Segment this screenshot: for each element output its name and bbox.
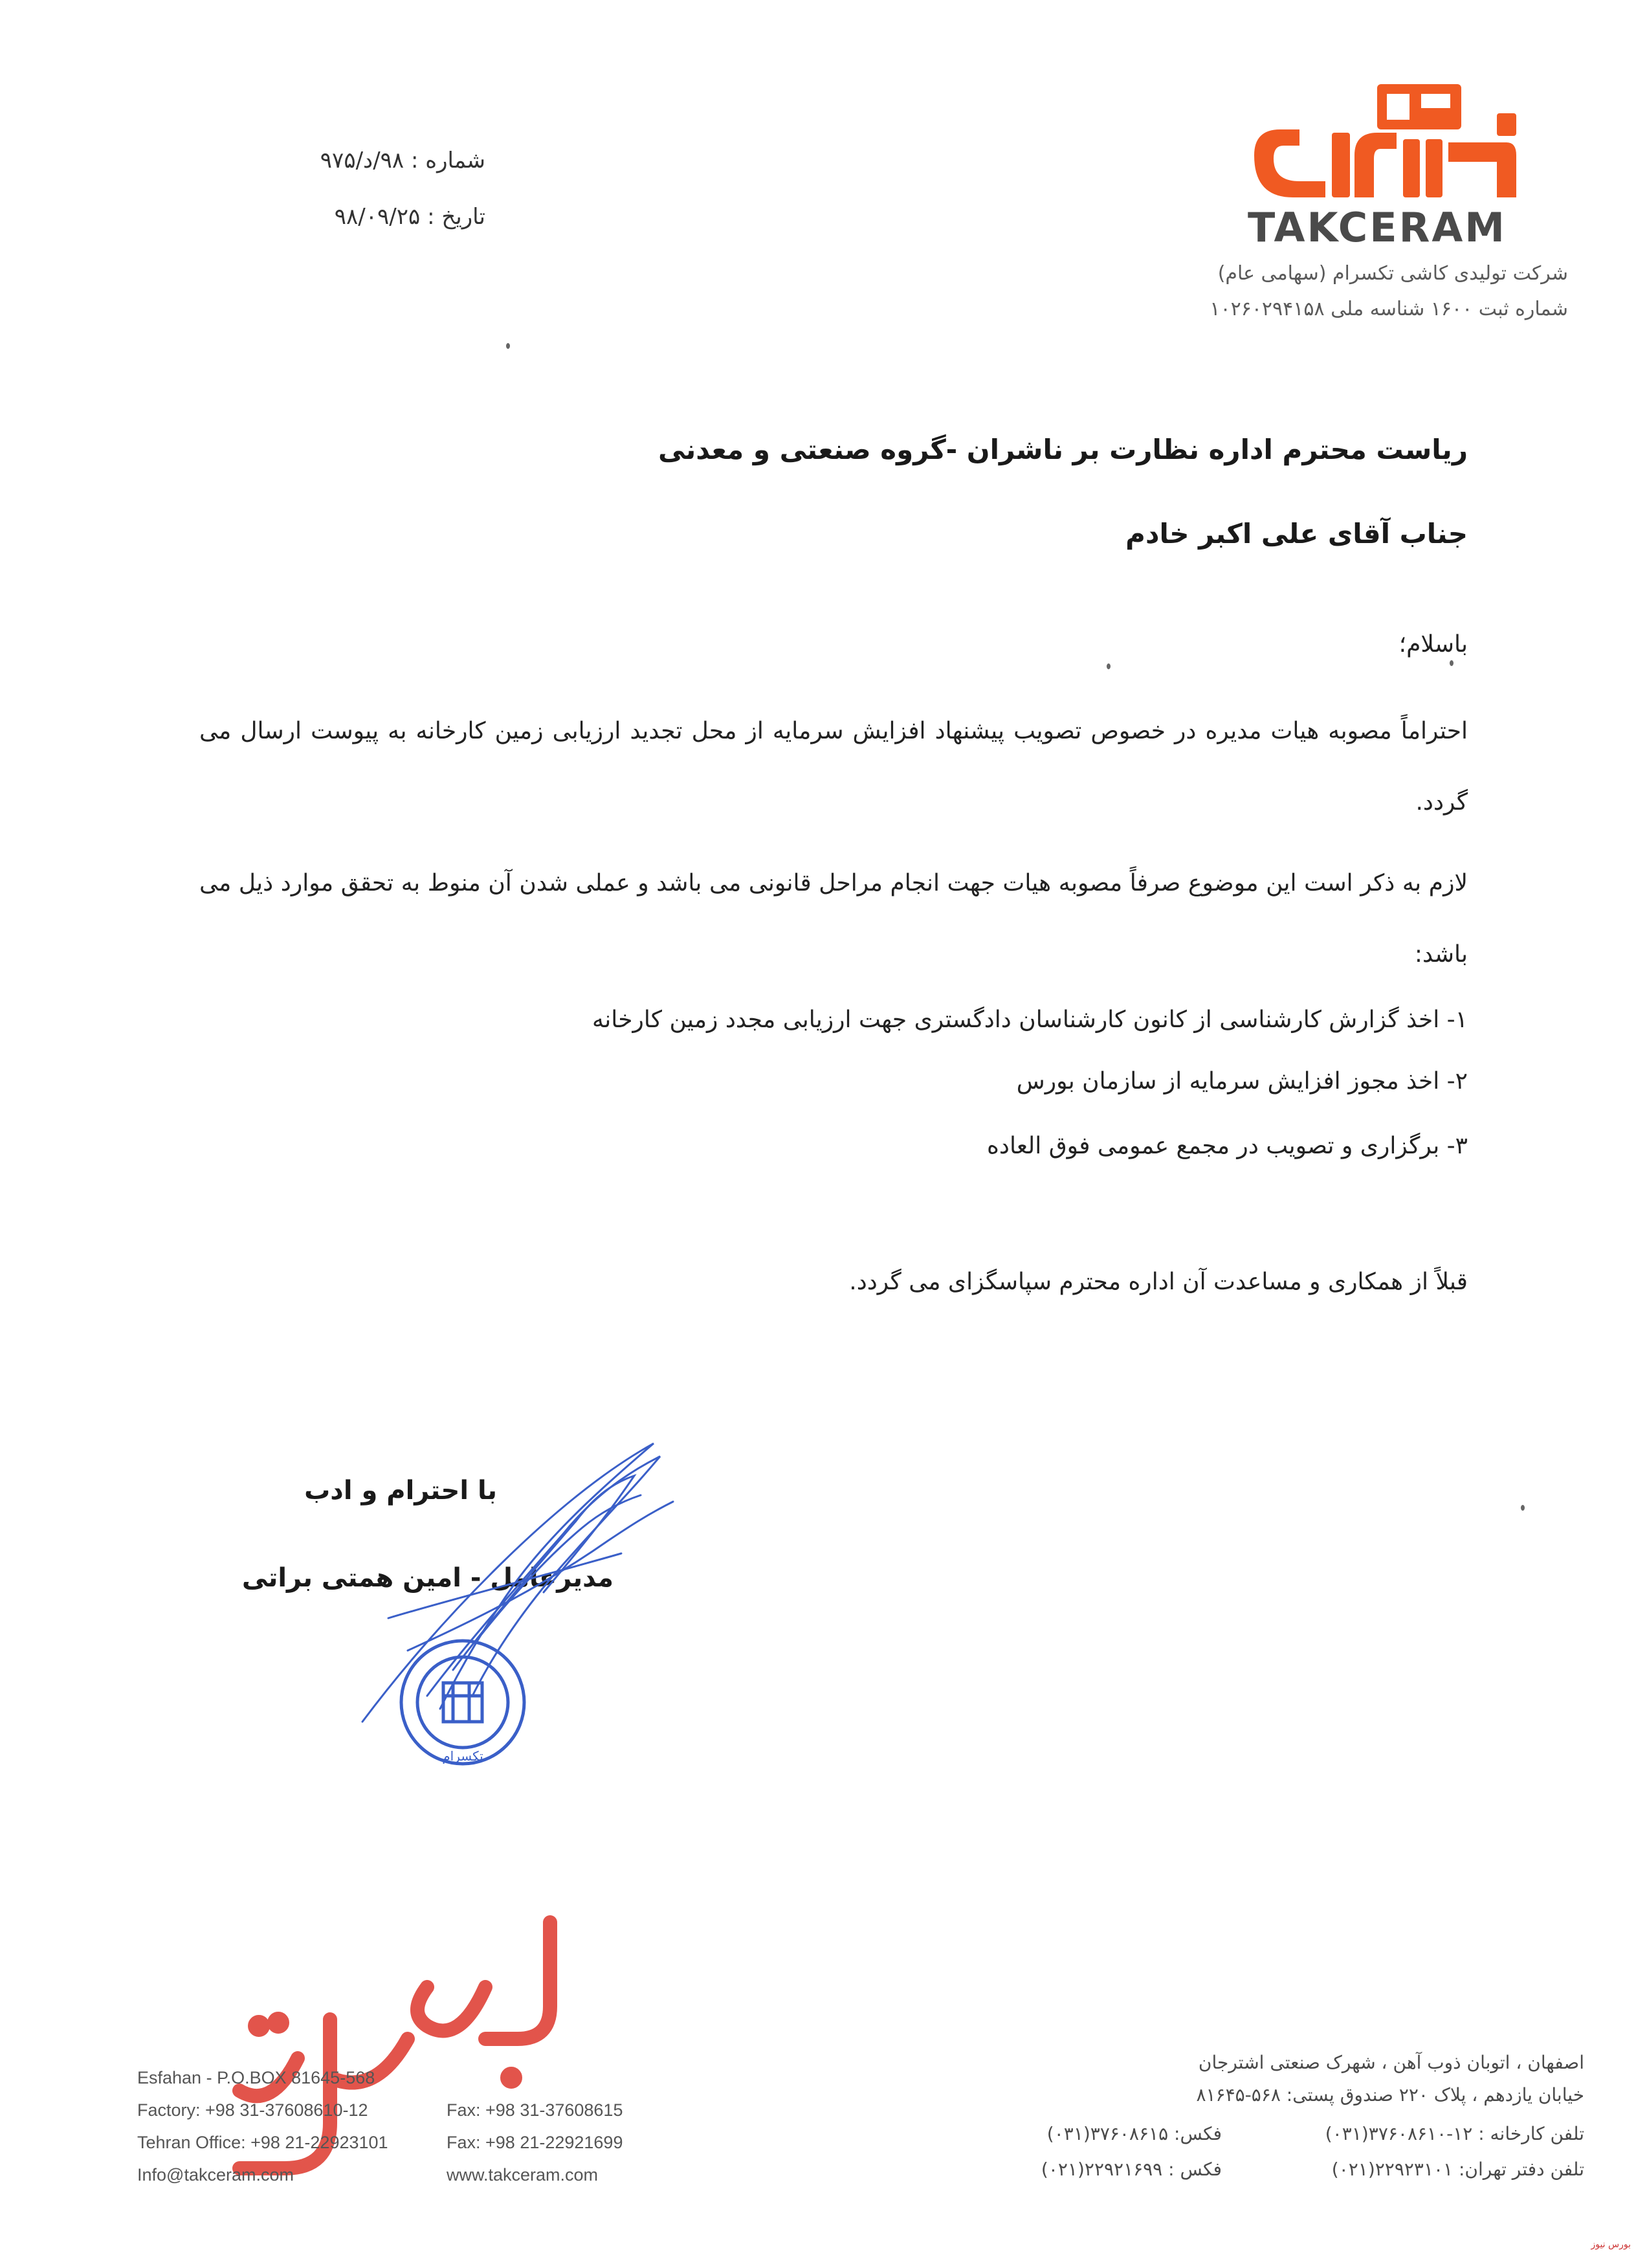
- scan-speck: [506, 343, 510, 349]
- letter-date: [214, 204, 485, 230]
- letter-date-label: تاریخ :: [427, 204, 485, 230]
- footer-fax-tehran: Fax: +98 21-22921699: [447, 2133, 623, 2152]
- paragraph-2: لازم به ذکر است این موضوع صرفاً مصوبه هیات جهت انجام مراحل قانونی می باشد و عملی شدن آن منوط به تحقق موارد ذیل می باشد:: [199, 870, 1468, 968]
- letter-number-value: ۹۸/د/۹۷۵: [320, 148, 404, 173]
- footer-factory-phone: Factory: +98 31-37608610-12: [137, 2100, 368, 2120]
- footer-address-line-1: اصفهان ، اتوبان ذوب آهن ، شهرک صنعتی اشترجان: [1198, 2052, 1584, 2073]
- letter-date-value: ۹۸/۰۹/۲۵: [334, 204, 421, 230]
- footer-factory-fax-fa: فکس: ۳۷۶۰۸۶۱۵(۰۳۱): [1046, 2123, 1222, 2144]
- list-item: ۱- اخذ گزارش کارشناسی از کانون کارشناسان دادگستری جهت ارزیابی مجدد زمین کارخانه: [591, 1006, 1468, 1033]
- company-stamp-icon: [388, 1631, 537, 1773]
- takceram-logo-icon: [1248, 78, 1520, 201]
- list-item: ۳- برگزاری و تصویب در مجمع عمومی فوق العاده: [987, 1133, 1468, 1159]
- letter-number-label: شماره :: [411, 148, 485, 173]
- regards-line: با احترام و ادب: [304, 1476, 497, 1506]
- footer-address-line-2: خیابان یازدهم ، پلاک ۲۲۰ صندوق پستی: ۵۶۸-۸۱۶۴۵: [1196, 2084, 1584, 2106]
- signatory-line: مدیرعامل - امین همتی براتی: [241, 1563, 614, 1593]
- letter-number: [214, 148, 485, 173]
- side-watermark-label: بورس نیوز: [1591, 2240, 1631, 2250]
- footer-website[interactable]: www.takceram.com: [447, 2165, 599, 2185]
- scan-speck: [1450, 660, 1454, 666]
- stamp-text: تکسرام: [442, 1748, 483, 1764]
- footer-fax-factory: Fax: +98 31-37608615: [447, 2100, 623, 2120]
- footer-email[interactable]: Info@takceram.com: [137, 2165, 294, 2185]
- footer-tehran-phone: Tehran Office: +98 21-22923101: [137, 2133, 388, 2152]
- company-registration: شماره ثبت ۱۶۰۰ شناسه ملی ۱۰۲۶۰۲۹۴۱۵۸: [1210, 298, 1568, 320]
- company-name: شرکت تولیدی کاشی تکسرام (سهامی عام): [1217, 262, 1568, 285]
- footer-po-box: Esfahan - P.O.BOX 81645-568: [137, 2068, 375, 2087]
- recipient-heading: ریاست محترم اداره نظارت بر ناشران -گروه صنعتی و معدنی: [658, 434, 1468, 465]
- addressee-heading: جناب آقای علی اکبر خادم: [1125, 518, 1468, 550]
- scan-speck: [1107, 663, 1111, 669]
- closing-line: قبلاً از همکاری و مساعدت آن اداره محترم سپاسگزای می گردد.: [849, 1269, 1468, 1295]
- takceram-english-logo: TAKCERAM: [1248, 204, 1507, 251]
- footer-factory-phone-fa: تلفن کارخانه : ۱۲-۳۷۶۰۸۶۱۰(۰۳۱): [1325, 2123, 1584, 2144]
- scan-speck: [1521, 1505, 1525, 1511]
- footer-tehran-phone-fa: تلفن دفتر تهران: ۲۲۹۲۳۱۰۱(۰۲۱): [1331, 2159, 1584, 2180]
- greeting: باسلام؛: [1398, 631, 1468, 658]
- paragraph-1: احتراماً مصوبه هیات مدیره در خصوص تصویب پیشنهاد افزایش سرمایه از محل تجدید ارزیابی زمین کارخانه به پیوست ارسال می گردد.: [199, 718, 1468, 816]
- list-item: ۲- اخذ مجوز افزایش سرمایه از سازمان بورس: [1016, 1068, 1468, 1095]
- footer-tehran-fax-fa: فکس : ۲۲۹۲۱۶۹۹(۰۲۱): [1041, 2159, 1222, 2180]
